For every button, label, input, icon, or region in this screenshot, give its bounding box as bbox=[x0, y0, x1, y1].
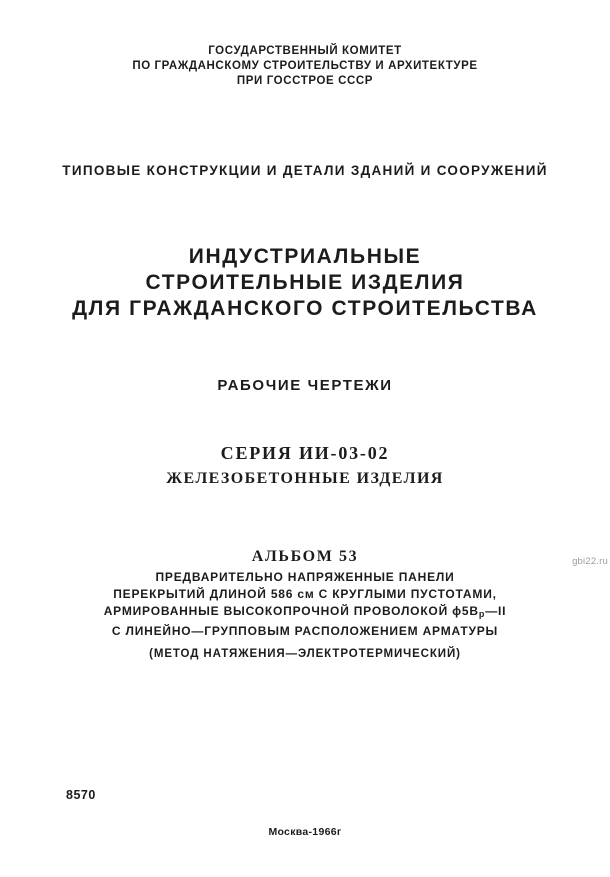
main-title bbox=[0, 244, 610, 322]
working-drawings-subtitle: РАБОЧИЕ ЧЕРТЕЖИ bbox=[217, 377, 393, 394]
wire-spec-suffix: —II bbox=[485, 604, 507, 618]
watermark-site: gbi22.ru bbox=[572, 556, 608, 567]
imprint-city-year: Москва-1966г bbox=[268, 826, 342, 838]
org-committee-line-3: ПРИ ГОССТРОЕ СССР bbox=[236, 75, 374, 87]
main-title-line-3: ДЛЯ ГРАЖДАНСКОГО СТРОИТЕЛЬСТВА bbox=[72, 297, 538, 320]
org-committee-line-2: ПО ГРАЖДАНСКОМУ СТРОИТЕЛЬСТВУ И АРХИТЕКТУРЕ bbox=[132, 60, 478, 72]
album-description-line-3 bbox=[0, 603, 610, 623]
album-description bbox=[0, 569, 610, 640]
print-code: 8570 bbox=[66, 788, 96, 802]
wire-grade-subscript: р bbox=[478, 609, 486, 619]
series-category: ЖЕЛЕЗОБЕТОННЫЕ ИЗДЕЛИЯ bbox=[166, 470, 444, 487]
album-description-line-1: ПРЕДВАРИТЕЛЬНО НАПРЯЖЕННЫЕ ПАНЕЛИ bbox=[155, 570, 455, 584]
standard-series-heading: ТИПОВЫЕ КОНСТРУКЦИИ И ДЕТАЛИ ЗДАНИЙ И СООРУЖЕНИЙ bbox=[62, 163, 548, 178]
main-title-line-1: ИНДУСТРИАЛЬНЫЕ bbox=[188, 245, 422, 268]
series-number: СЕРИЯ ИИ-03-02 bbox=[220, 443, 390, 463]
album-description-line-4: С ЛИНЕЙНО—ГРУППОВЫМ РАСПОЛОЖЕНИЕМ АРМАТУРЫ bbox=[111, 624, 499, 638]
wire-spec-prefix: АРМИРОВАННЫЕ ВЫСОКОПРОЧНОЙ ПРОВОЛОКОЙ ϕ5В bbox=[103, 604, 479, 618]
org-committee-block bbox=[0, 44, 610, 89]
album-description-line-2: ПЕРЕКРЫТИЙ ДЛИНОЙ 586 см С КРУГЛЫМИ ПУСТОТАМИ, bbox=[113, 587, 497, 601]
album-number: АЛЬБОМ 53 bbox=[251, 548, 359, 565]
main-title-line-2: СТРОИТЕЛЬНЫЕ ИЗДЕЛИЯ bbox=[145, 271, 465, 294]
tension-method-note: (МЕТОД НАТЯЖЕНИЯ—ЭЛЕКТРОТЕРМИЧЕСКИЙ) bbox=[149, 648, 461, 660]
org-committee-line-1: ГОСУДАРСТВЕННЫЙ КОМИТЕТ bbox=[208, 45, 402, 57]
